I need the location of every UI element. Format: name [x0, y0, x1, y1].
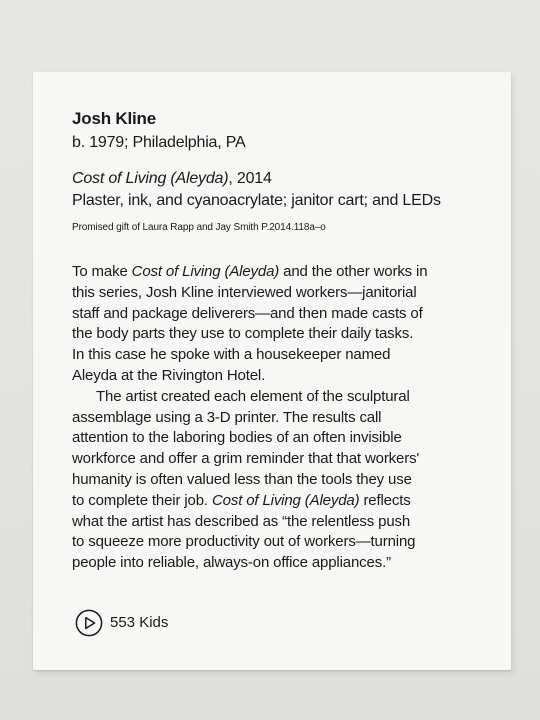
artwork-year: , 2014: [228, 170, 272, 187]
body-line: what the artist has described as “the relentless push: [72, 512, 411, 530]
body-line: the body parts they use to complete their daily tasks.: [72, 325, 414, 343]
body-line: [72, 262, 492, 283]
artwork-title: Cost of Living (Aleyda): [72, 170, 229, 187]
body-text-segment: To make: [72, 263, 132, 280]
museum-wall-label: [33, 72, 511, 670]
body-title-reference: Cost of Living (Aleyda): [211, 491, 360, 509]
artist-bio: b. 1979; Philadelphia, PA: [72, 134, 246, 151]
body-text-segment: to complete their job.: [72, 491, 212, 509]
body-line: staff and package deliverers—and then made casts of: [72, 304, 423, 322]
audio-guide-stop: [75, 607, 168, 639]
body-line: assemblage using a 3-D printer. The results call: [72, 408, 382, 426]
body-line: attention to the laboring bodies of an often invisible: [72, 429, 402, 447]
label-body-text: [72, 262, 492, 574]
body-line: [72, 491, 492, 512]
artwork-medium: Plaster, ink, and cyanoacrylate; janitor cart; and LEDs: [72, 192, 441, 209]
play-circle-icon: [75, 609, 103, 637]
artist-name: Josh Kline: [72, 109, 156, 128]
body-line: In this case he spoke with a housekeeper named: [72, 346, 391, 364]
body-line: The artist created each element of the sculptural: [96, 387, 410, 405]
credit-line: Promised gift of Laura Rapp and Jay Smith P.2014.118a–o: [72, 222, 326, 233]
body-line: to squeeze more productivity out of workers—turning: [72, 533, 416, 551]
body-line: this series, Josh Kline interviewed workers—janitorial: [72, 283, 417, 301]
body-text-segment: reflects: [359, 491, 411, 509]
body-line: humanity is often valued less than the tools they use: [72, 470, 412, 488]
body-line: Aleyda at the Rivington Hotel.: [72, 366, 266, 384]
body-text-segment: and the other works in: [279, 263, 428, 280]
artwork-title-line: [72, 169, 272, 189]
body-line: workforce and offer a grim reminder that that workers': [72, 450, 420, 468]
body-title-reference: Cost of Living (Aleyda): [131, 263, 280, 280]
body-line: people into reliable, always-on office appliances.”: [72, 554, 391, 572]
audio-stop-label: 553 Kids: [110, 614, 169, 631]
